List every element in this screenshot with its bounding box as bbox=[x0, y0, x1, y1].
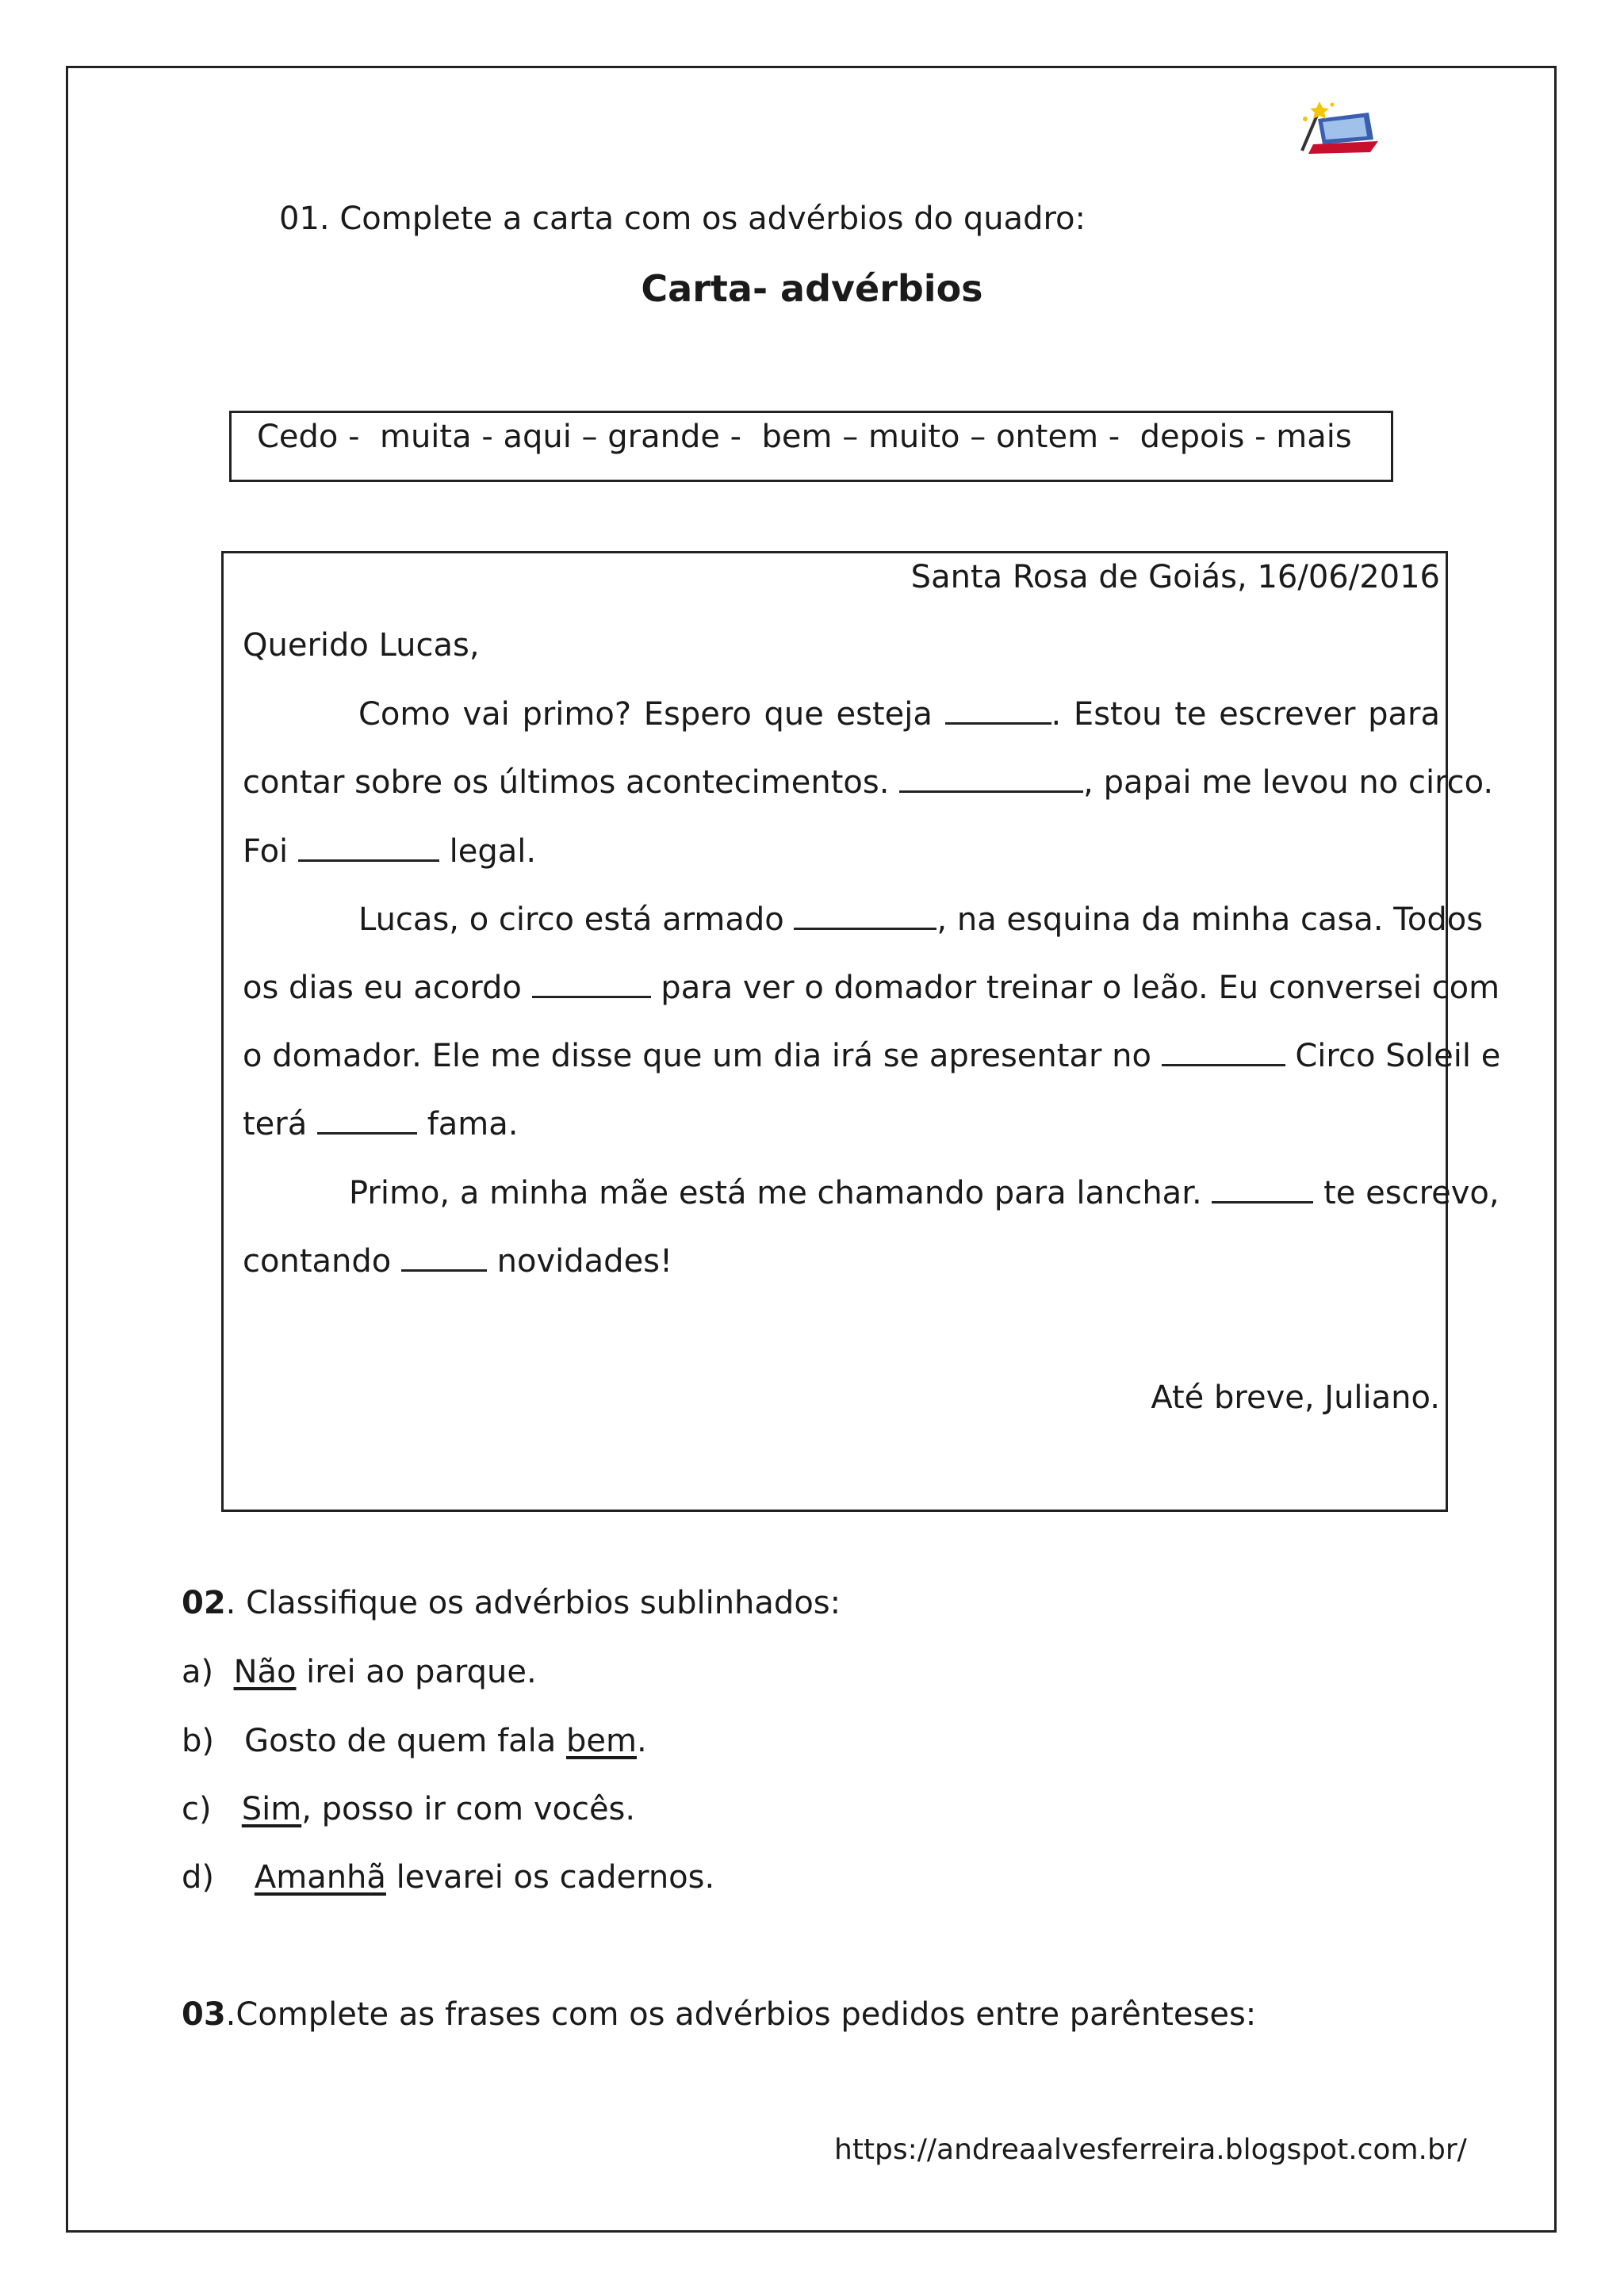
underlined-adverb: bem bbox=[566, 1723, 637, 1759]
letter-line-4: Lucas, o circo está armado , na esquina da minha casa. Todos bbox=[358, 901, 1484, 938]
question-3-heading: 03.Complete as frases com os advérbios pedidos entre parênteses: bbox=[182, 1996, 1257, 2033]
instruction-1: 01. Complete a carta com os advérbios do quadro: bbox=[279, 201, 1086, 237]
blank-9 bbox=[401, 1242, 487, 1272]
question-2-item-a: a) Não irei ao parque. bbox=[182, 1654, 537, 1690]
letter-line-3: Foi legal. bbox=[243, 833, 537, 870]
underlined-adverb: Amanhã bbox=[254, 1859, 386, 1896]
footer-url[interactable]: https://andreaalvesferreira.blogspot.com.br/ bbox=[834, 2133, 1467, 2166]
letter-place-date: Santa Rosa de Goiás, 16/06/2016 bbox=[910, 559, 1440, 595]
page-title: Carta- advérbios bbox=[641, 267, 983, 310]
letter-line-7: terá fama. bbox=[243, 1106, 519, 1142]
underlined-adverb: Não bbox=[233, 1654, 297, 1690]
word-box-text: Cedo - muita - aqui – grande - bem – muito – ontem - depois - mais bbox=[257, 419, 1352, 455]
question-2-item-d: d) Amanhã levarei os cadernos. bbox=[182, 1859, 715, 1896]
blank-8 bbox=[1212, 1174, 1313, 1203]
question-2-item-c: c) Sim, posso ir com vocês. bbox=[182, 1791, 636, 1827]
blank-6 bbox=[1162, 1037, 1285, 1066]
letter-line-6: o domador. Ele me disse que um dia irá se apresentar no Circo Soleil e bbox=[243, 1038, 1501, 1074]
blank-7 bbox=[317, 1105, 417, 1135]
letter-line-8: Primo, a minha mãe está me chamando para lanchar. te escrevo, bbox=[349, 1175, 1500, 1211]
letter-line-2: contar sobre os últimos acontecimentos. , papai me levou no circo. bbox=[243, 764, 1494, 801]
blank-4 bbox=[794, 901, 936, 930]
letter-line-5: os dias eu acordo para ver o domador treinar o leão. Eu conversei com bbox=[243, 970, 1500, 1006]
letter-line-1: Como vai primo? Espero que esteja . Estou te escrever para bbox=[358, 696, 1440, 733]
blank-1 bbox=[945, 695, 1051, 725]
magic-wand-book-icon bbox=[1291, 95, 1386, 159]
letter-greeting: Querido Lucas, bbox=[243, 627, 480, 664]
question-2-heading: 02. Classifique os advérbios sublinhados: bbox=[182, 1585, 841, 1621]
blank-2 bbox=[899, 763, 1083, 793]
underlined-adverb: Sim bbox=[241, 1791, 302, 1827]
letter-closing: Até breve, Juliano. bbox=[1151, 1380, 1440, 1416]
blank-3 bbox=[298, 832, 439, 862]
blank-5 bbox=[532, 969, 651, 998]
letter-line-9: contando novidades! bbox=[243, 1243, 673, 1280]
question-2-item-b: b) Gosto de quem fala bem. bbox=[182, 1723, 647, 1759]
